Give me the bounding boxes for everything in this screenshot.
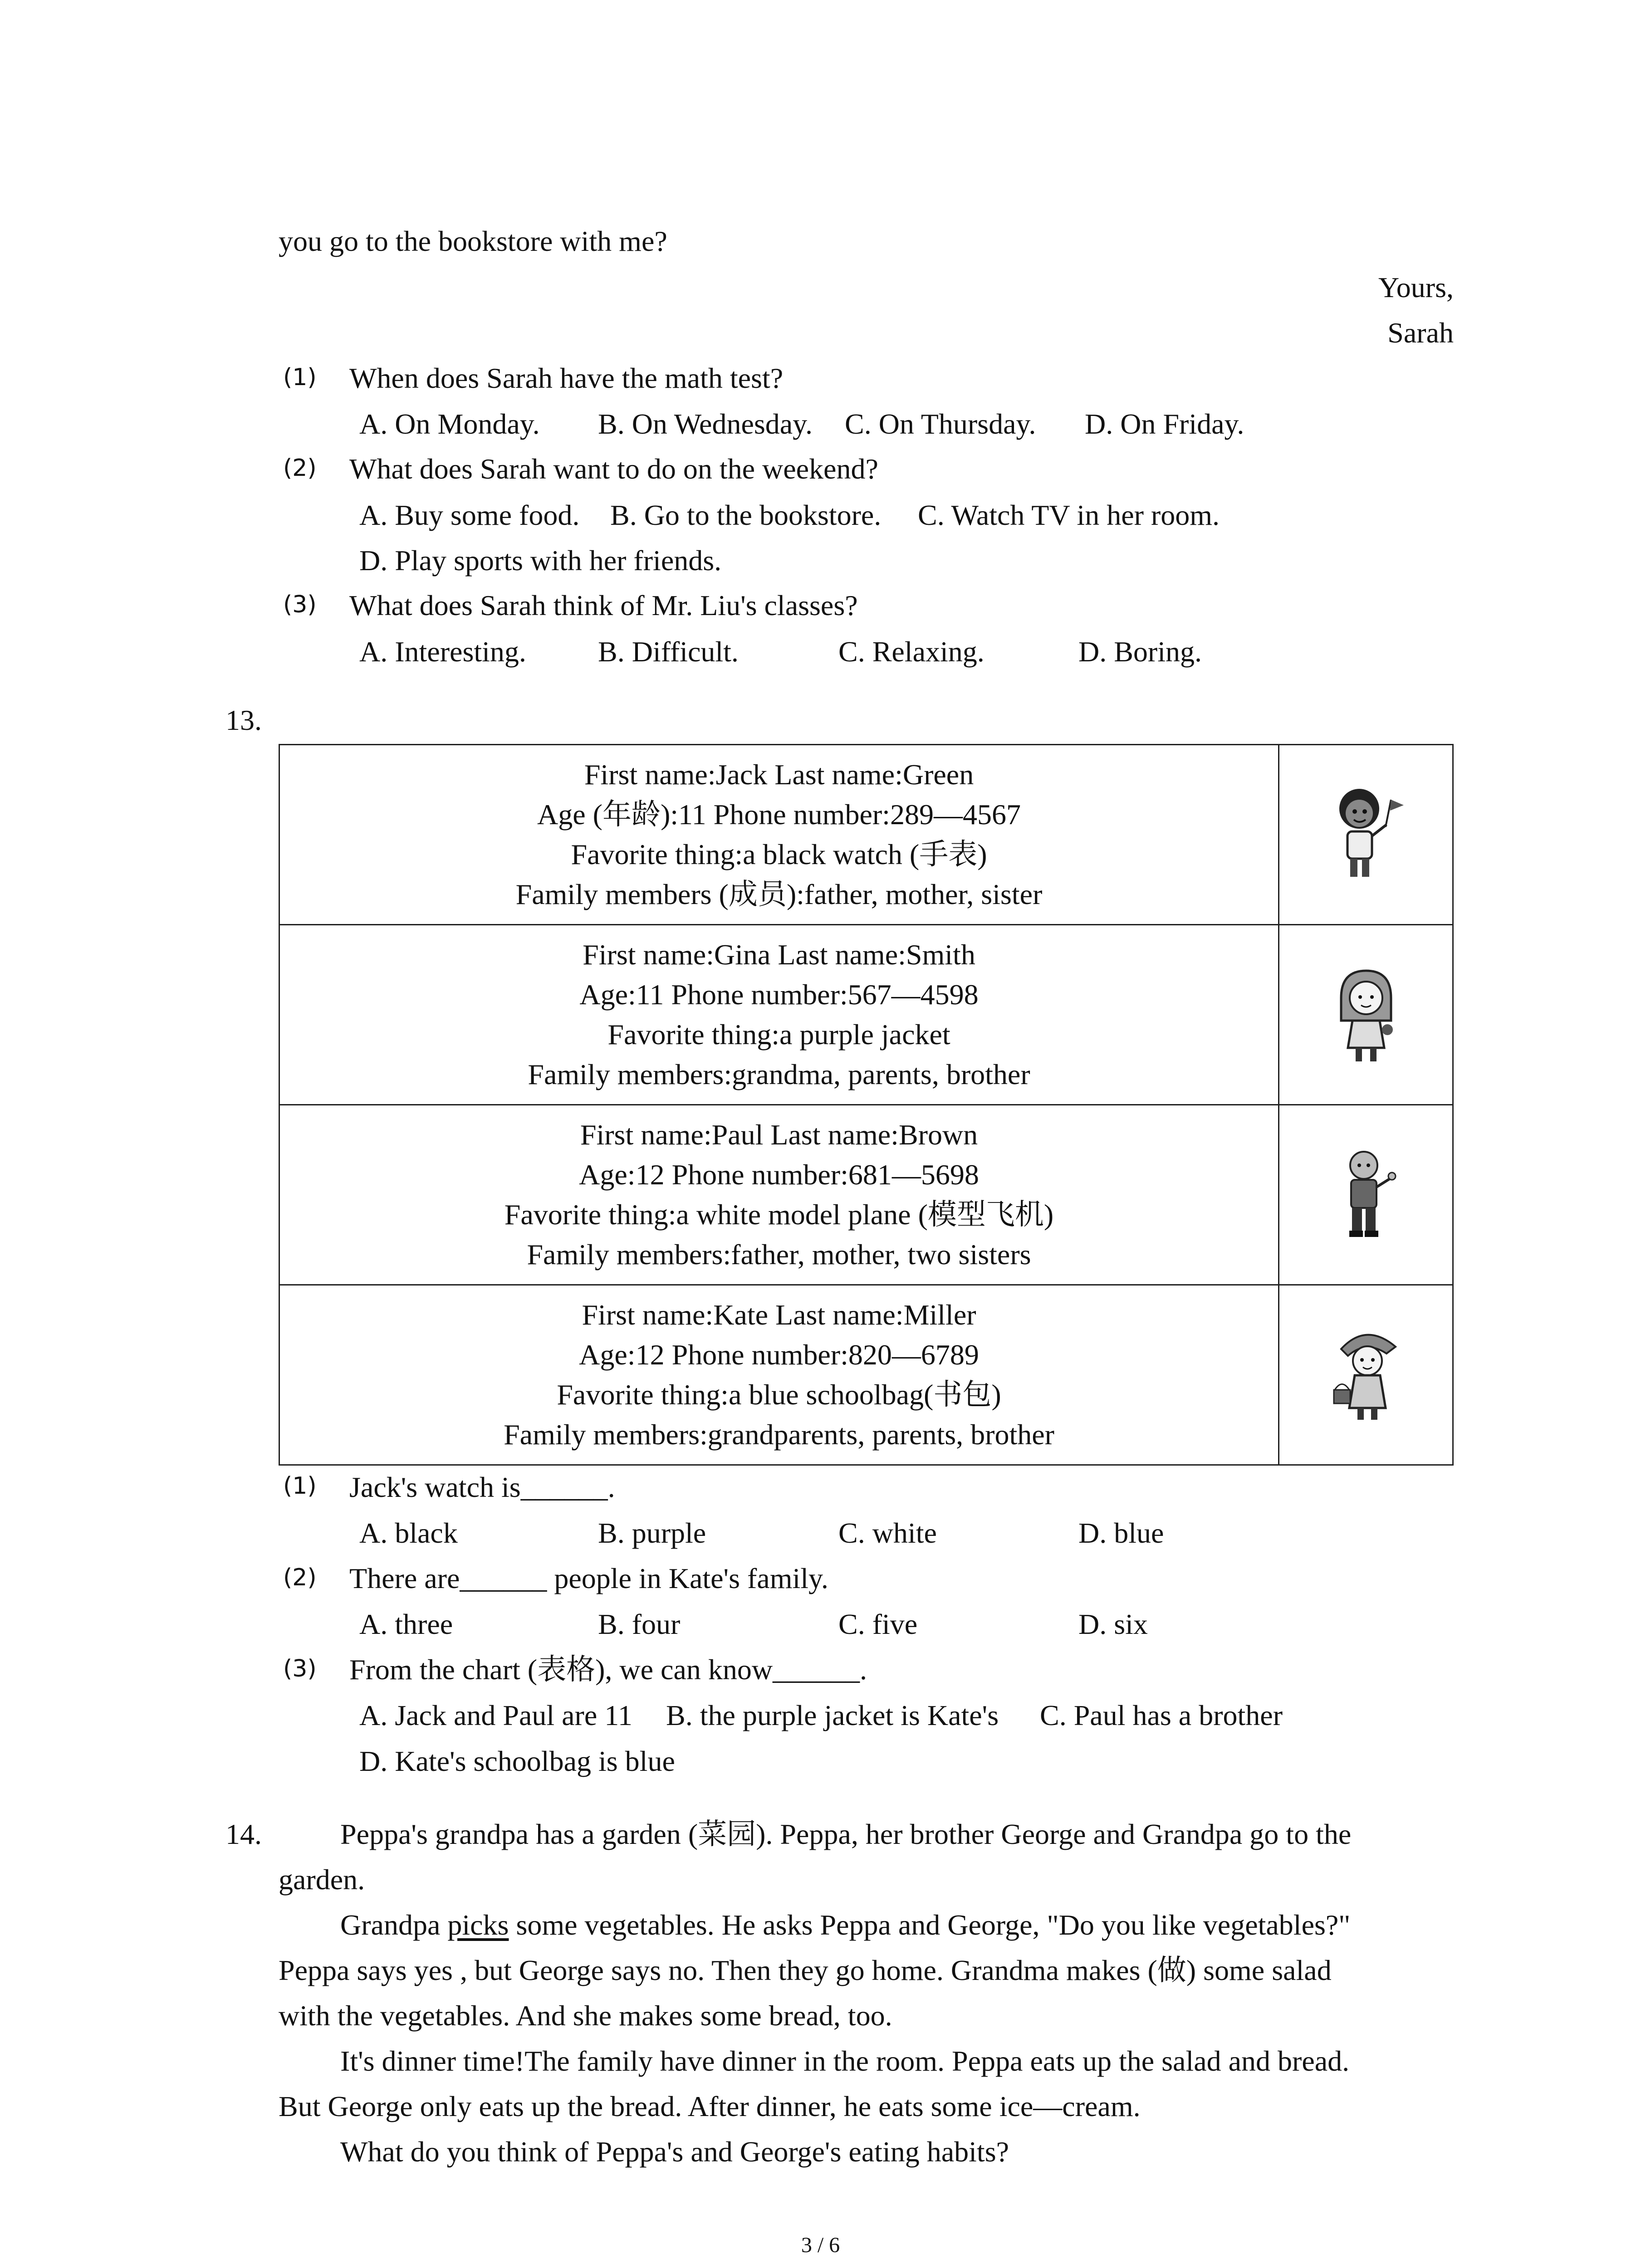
question-text: Jack's watch is______. (349, 1471, 615, 1503)
page-number: 3 / 6 (801, 2233, 840, 2257)
girl-with-basket-icon (1327, 1322, 1405, 1426)
option: B. Difficult. (598, 635, 739, 668)
option: B. purple (598, 1517, 706, 1549)
passage-line: But George only eats up the bread. After dinner, he eats some ice—cream. (279, 2090, 1141, 2122)
option: B. On Wednesday. (598, 408, 813, 440)
option: A. black (359, 1517, 458, 1549)
question-label: 13. (225, 704, 262, 736)
girl-icon (1327, 962, 1405, 1066)
option: C. white (838, 1517, 937, 1549)
card-name-line: First name:Jack Last name:Green (584, 758, 974, 791)
question-text: When does Sarah have the math test? (349, 362, 784, 394)
option: D. Boring. (1078, 635, 1202, 668)
option: D. blue (1078, 1517, 1164, 1549)
card-favorite-line: Favorite thing:a blue schoolbag(书包) (557, 1378, 1001, 1411)
question-text: What does Sarah think of Mr. Liu's classes? (349, 589, 858, 621)
question-number: (3) (283, 1655, 317, 1682)
info-chart (279, 744, 1454, 1466)
passage-line: with the vegetables. And she makes some bread, too. (279, 1999, 892, 2032)
card-name-line: First name:Paul Last name:Brown (580, 1119, 978, 1151)
passage-fragment: Grandpa (340, 1909, 448, 1941)
passage-line: Peppa's grandpa has a garden (菜园). Peppa, her brother George and Grandpa go to the (340, 1818, 1352, 1850)
option: C. Relaxing. (838, 635, 985, 668)
option: A. Buy some food. (359, 499, 580, 531)
question-number: (2) (283, 1564, 317, 1591)
question-number: (1) (283, 364, 317, 391)
passage-fragment: some vegetables. He asks Peppa and George, "Do you like vegetables?" (509, 1909, 1351, 1941)
option: D. Kate's schoolbag is blue (359, 1745, 675, 1777)
question-text: There are______ people in Kate's family. (349, 1562, 828, 1594)
card-name-line: First name:Kate Last name:Miller (582, 1299, 976, 1331)
question-number: (3) (283, 591, 317, 618)
letter-signature: Sarah (1387, 317, 1454, 349)
card-family-line: Family members:father, mother, two sisters (527, 1238, 1031, 1271)
option: A. Interesting. (359, 635, 526, 668)
card-age-line: Age:12 Phone number:681—5698 (579, 1158, 979, 1191)
question-text: What does Sarah want to do on the weekend? (349, 453, 878, 485)
option: B. four (598, 1608, 681, 1640)
info-card (279, 925, 1453, 1105)
info-card (279, 1105, 1453, 1285)
passage-line: It's dinner time!The family have dinner in the room. Peppa eats up the salad and bread. (340, 2045, 1350, 2077)
card-favorite-line: Favorite thing:a purple jacket (607, 1018, 950, 1051)
question-number: (2) (283, 455, 317, 482)
letter-closing: Yours, (1378, 271, 1454, 303)
card-favorite-line: Favorite thing:a white model plane (模型飞机) (504, 1198, 1054, 1231)
card-family-line: Family members (成员):father, mother, sister (515, 878, 1043, 910)
card-family-line: Family members:grandparents, parents, brother (504, 1418, 1054, 1451)
option: D. Play sports with her friends. (359, 544, 722, 577)
option: C. Watch TV in her room. (918, 499, 1220, 531)
option: C. On Thursday. (845, 408, 1036, 440)
option: D. six (1078, 1608, 1148, 1640)
option: C. Paul has a brother (1040, 1699, 1283, 1731)
question-label: 14. (225, 1818, 262, 1850)
option: A. Jack and Paul are 11 (359, 1699, 632, 1731)
card-favorite-line: Favorite thing:a black watch (手表) (571, 838, 987, 870)
passage-line (340, 1911, 1350, 1940)
card-name-line: First name:Gina Last name:Smith (583, 938, 975, 971)
boy-waving-icon (1327, 1142, 1405, 1246)
question-number: (1) (283, 1472, 317, 1500)
option: A. three (359, 1608, 453, 1640)
letter-text: you go to the bookstore with me? (279, 225, 667, 257)
card-age-line: Age (年龄):11 Phone number:289—4567 (537, 798, 1021, 831)
option: D. On Friday. (1085, 408, 1244, 440)
passage-line: What do you think of Peppa's and George's eating habits? (340, 2136, 1009, 2168)
card-age-line: Age:11 Phone number:567—4598 (579, 978, 979, 1011)
card-family-line: Family members:grandma, parents, brother (528, 1058, 1030, 1090)
info-card (279, 1285, 1453, 1465)
option: C. five (838, 1608, 918, 1640)
passage-line: Peppa says yes , but George says no. Then they go home. Grandma makes (做) some salad (279, 1954, 1332, 1986)
boy-with-flag-icon (1327, 782, 1405, 886)
info-card (279, 745, 1453, 925)
option: A. On Monday. (359, 408, 540, 440)
option: B. Go to the bookstore. (610, 499, 882, 531)
option: B. the purple jacket is Kate's (666, 1699, 999, 1731)
passage-line: garden. (279, 1863, 365, 1896)
card-age-line: Age:12 Phone number:820—6789 (579, 1339, 979, 1371)
question-text: From the chart (表格), we can know______. (349, 1653, 867, 1686)
underlined-word: picks (447, 1909, 509, 1941)
